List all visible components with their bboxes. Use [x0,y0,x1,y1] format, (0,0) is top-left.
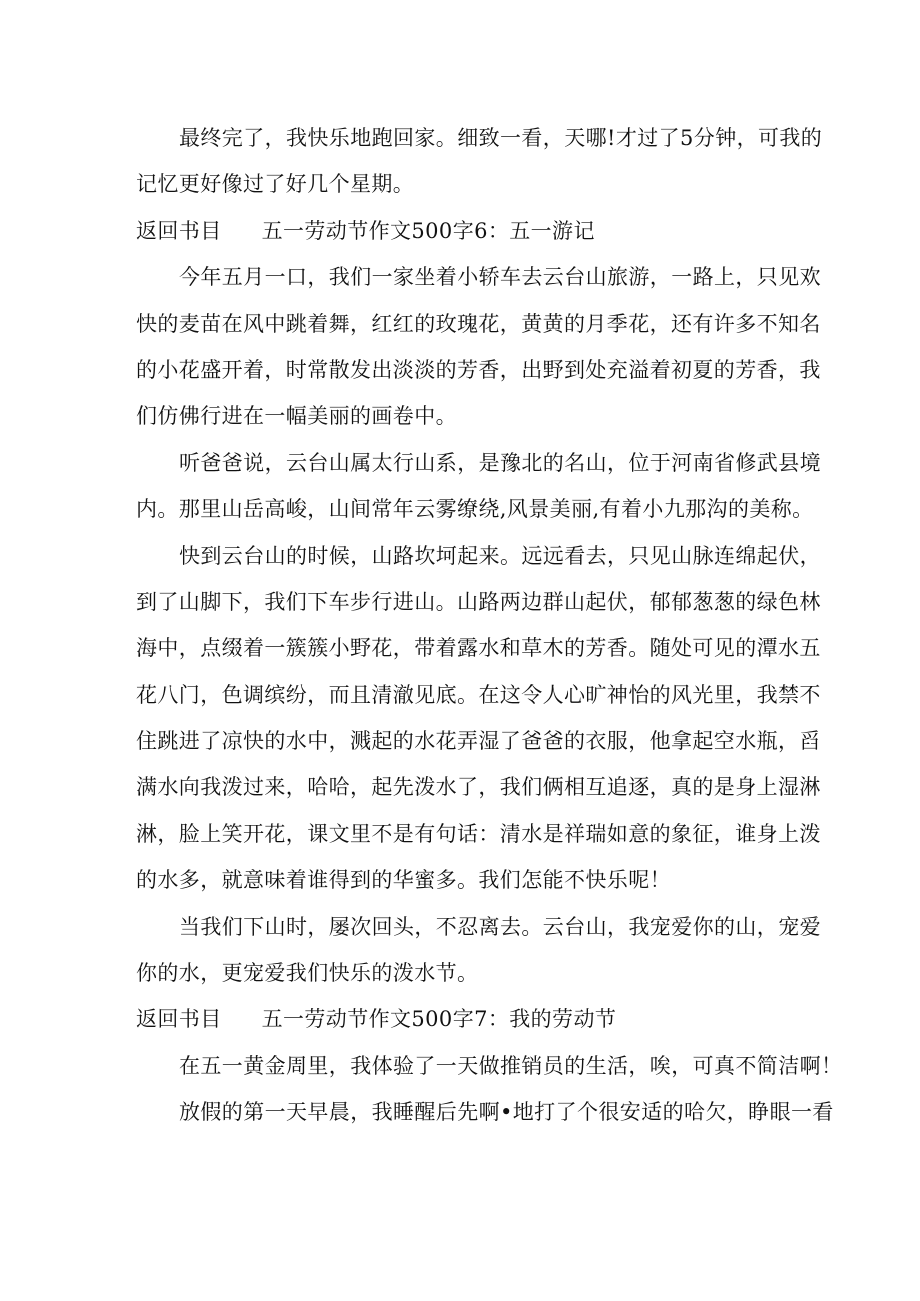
text-line: 听爸爸说，云台山属太行山系，是豫北的名山，位于河南省修武县境 [179,451,821,475]
text-line: 记忆更好像过了好几个星期。 [136,172,415,196]
text-line: 当我们下山时，屡次回头，不忍离去。云台山，我宠爱你的山，宠爱 [179,915,821,939]
section-heading-7 [136,1005,616,1033]
text-line: 快的麦苗在风中跳着舞，红红的玫瑰花，黄黄的月季花，还有许多不知名 [136,312,821,336]
text-line: 的小花盛开着，时常散发出淡淡的芳香，出野到处充溢着初夏的芳香，我 [136,358,821,382]
section-heading-6 [136,217,595,245]
text-line: 住跳进了凉快的水中，溅起的水花弄湿了爸爸的衣服，他拿起空水瓶，舀 [136,729,821,753]
text-line: 最终完了，我快乐地跑回家。细致一看，天哪!才过了5分钟，可我的 [179,126,823,150]
back-to-contents-link[interactable]: 返回书目 [136,219,222,243]
text-line: 你的水，更宠爱我们快乐的泼水节。 [136,961,479,985]
back-to-contents-link[interactable]: 返回书目 [136,1007,222,1031]
text-line: 在五一黄金周里，我体验了一天做推销员的生活，唉，可真不简洁啊！ [179,1054,843,1078]
text-line: 海中，点缀着一簇簇小野花，带着露水和草木的芳香。随处可见的潭水五 [136,636,821,660]
essay-title: 五一劳动节作文500字6：五一游记 [261,219,595,243]
text-line: 淋，脸上笑开花，课文里不是有句话：清水是祥瑞如意的象征，谁身上泼 [136,822,821,846]
text-line: 满水向我泼过来，哈哈，起先泼水了，我们俩相互追逐，真的是身上湿淋 [136,775,821,799]
text-line: 的水多，就意味着谁得到的华蜜多。我们怎能不快乐呢！ [136,868,671,892]
essay-title: 五一劳动节作文500字7：我的劳动节 [261,1007,617,1031]
text-line: 快到云台山的时候，山路坎坷起来。远远看去，只见山脉连绵起伏， [179,544,821,568]
text-line: 花八门，色调缤纷，而且清澈见底。在这令人心旷神怡的风光里，我禁不 [136,683,821,707]
text-line: 放假的第一天早晨，我睡醒后先啊•地打了个很安适的哈欠，睁眼一看 [179,1100,834,1124]
text-line: 内。那里山岳高峻，山间常年云雾缭绕,风景美丽,有着小九那沟的美称。 [136,497,814,521]
text-line: 今年五月一口，我们一家坐着小轿车去云台山旅游，一路上，只见欢 [179,265,821,289]
text-line: 们仿佛行进在一幅美丽的画卷中。 [136,404,457,428]
text-line: 到了山脚下，我们下车步行进山。山路两边群山起伏，郁郁葱葱的绿色林 [136,590,821,614]
